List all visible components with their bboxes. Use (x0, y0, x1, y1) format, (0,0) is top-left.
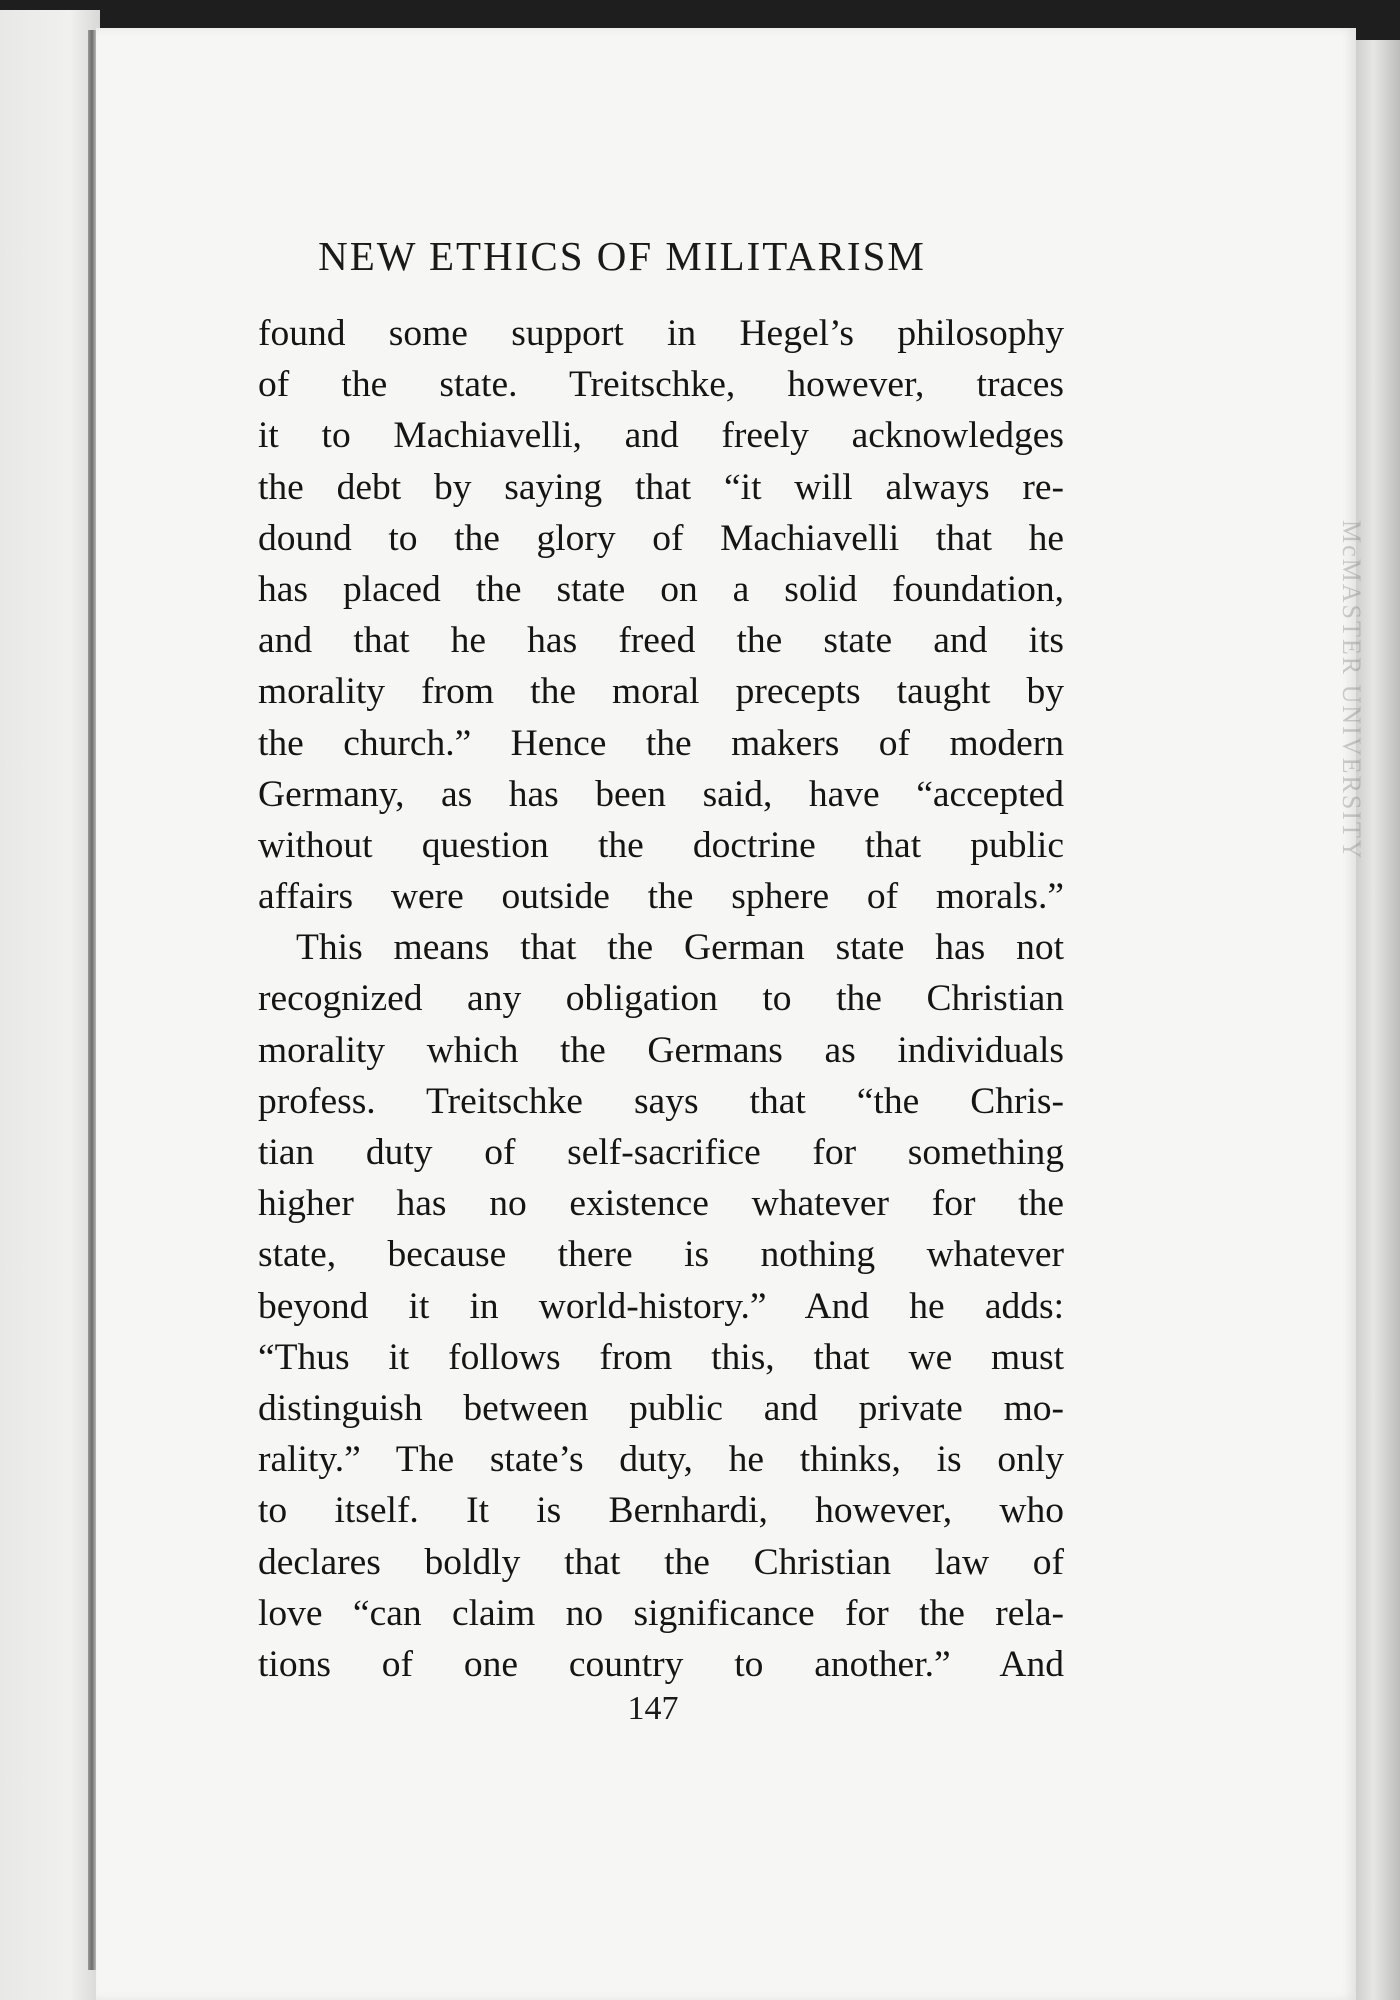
text-line: tian duty of self-sacrifice for something (258, 1132, 1064, 1173)
text-line: rality.” The state’s duty, he thinks, is only (258, 1439, 1064, 1481)
text-line: affairs were outside the sphere of morals.” (258, 876, 1064, 918)
page-number: 147 (627, 1690, 679, 1727)
text-line: declares boldly that the Christian law of (258, 1541, 1064, 1583)
text-line: state, because there is nothing whatever (258, 1234, 1064, 1276)
body-text (258, 308, 1064, 1690)
text-line: to itself. It is Bernhardi, however, who (258, 1490, 1064, 1532)
text-line: love “can claim no significance for the rela- (258, 1592, 1064, 1634)
running-head: NEW ETHICS OF MILITARISM (318, 233, 926, 279)
text-line: beyond it in world-history.” And he adds: (258, 1285, 1064, 1327)
text-line: morality from the moral precepts taught by (258, 671, 1064, 713)
text-line: profess. Treitschke says that “the Chris- (258, 1080, 1064, 1122)
text-line: tions of one country to another.” And (258, 1643, 1064, 1685)
text-line: of the state. Treitschke, however, traces (258, 364, 1064, 406)
text-line: has placed the state on a solid foundation, (258, 568, 1064, 610)
text-line: the debt by saying that “it will always re- (258, 466, 1064, 508)
text-line: dound to the glory of Machiavelli that he (258, 517, 1064, 559)
text-line: distinguish between public and private mo- (258, 1387, 1064, 1429)
facing-page-edge (0, 10, 100, 2000)
text-line: and that he has freed the state and its (258, 620, 1064, 662)
library-edge-stamp: McMASTER UNIVERSITY (1337, 520, 1366, 861)
text-line: higher has no existence whatever for the (258, 1183, 1064, 1225)
text-line: Germany, as has been said, have “accepted (258, 773, 1064, 815)
text-line: without question the doctrine that public (258, 824, 1064, 866)
text-line: found some support in Hegel’s philosophy (258, 313, 1064, 354)
book-spine-shadow (88, 30, 96, 1970)
text-line: it to Machiavelli, and freely acknowledges (258, 415, 1064, 457)
text-line: the church.” Hence the makers of modern (258, 722, 1064, 764)
text-line: morality which the Germans as individuals (258, 1029, 1064, 1071)
text-line: This means that the German state has not (296, 927, 1064, 969)
text-line: recognized any obligation to the Christian (258, 978, 1064, 1020)
text-line: “Thus it follows from this, that we must (258, 1336, 1064, 1378)
